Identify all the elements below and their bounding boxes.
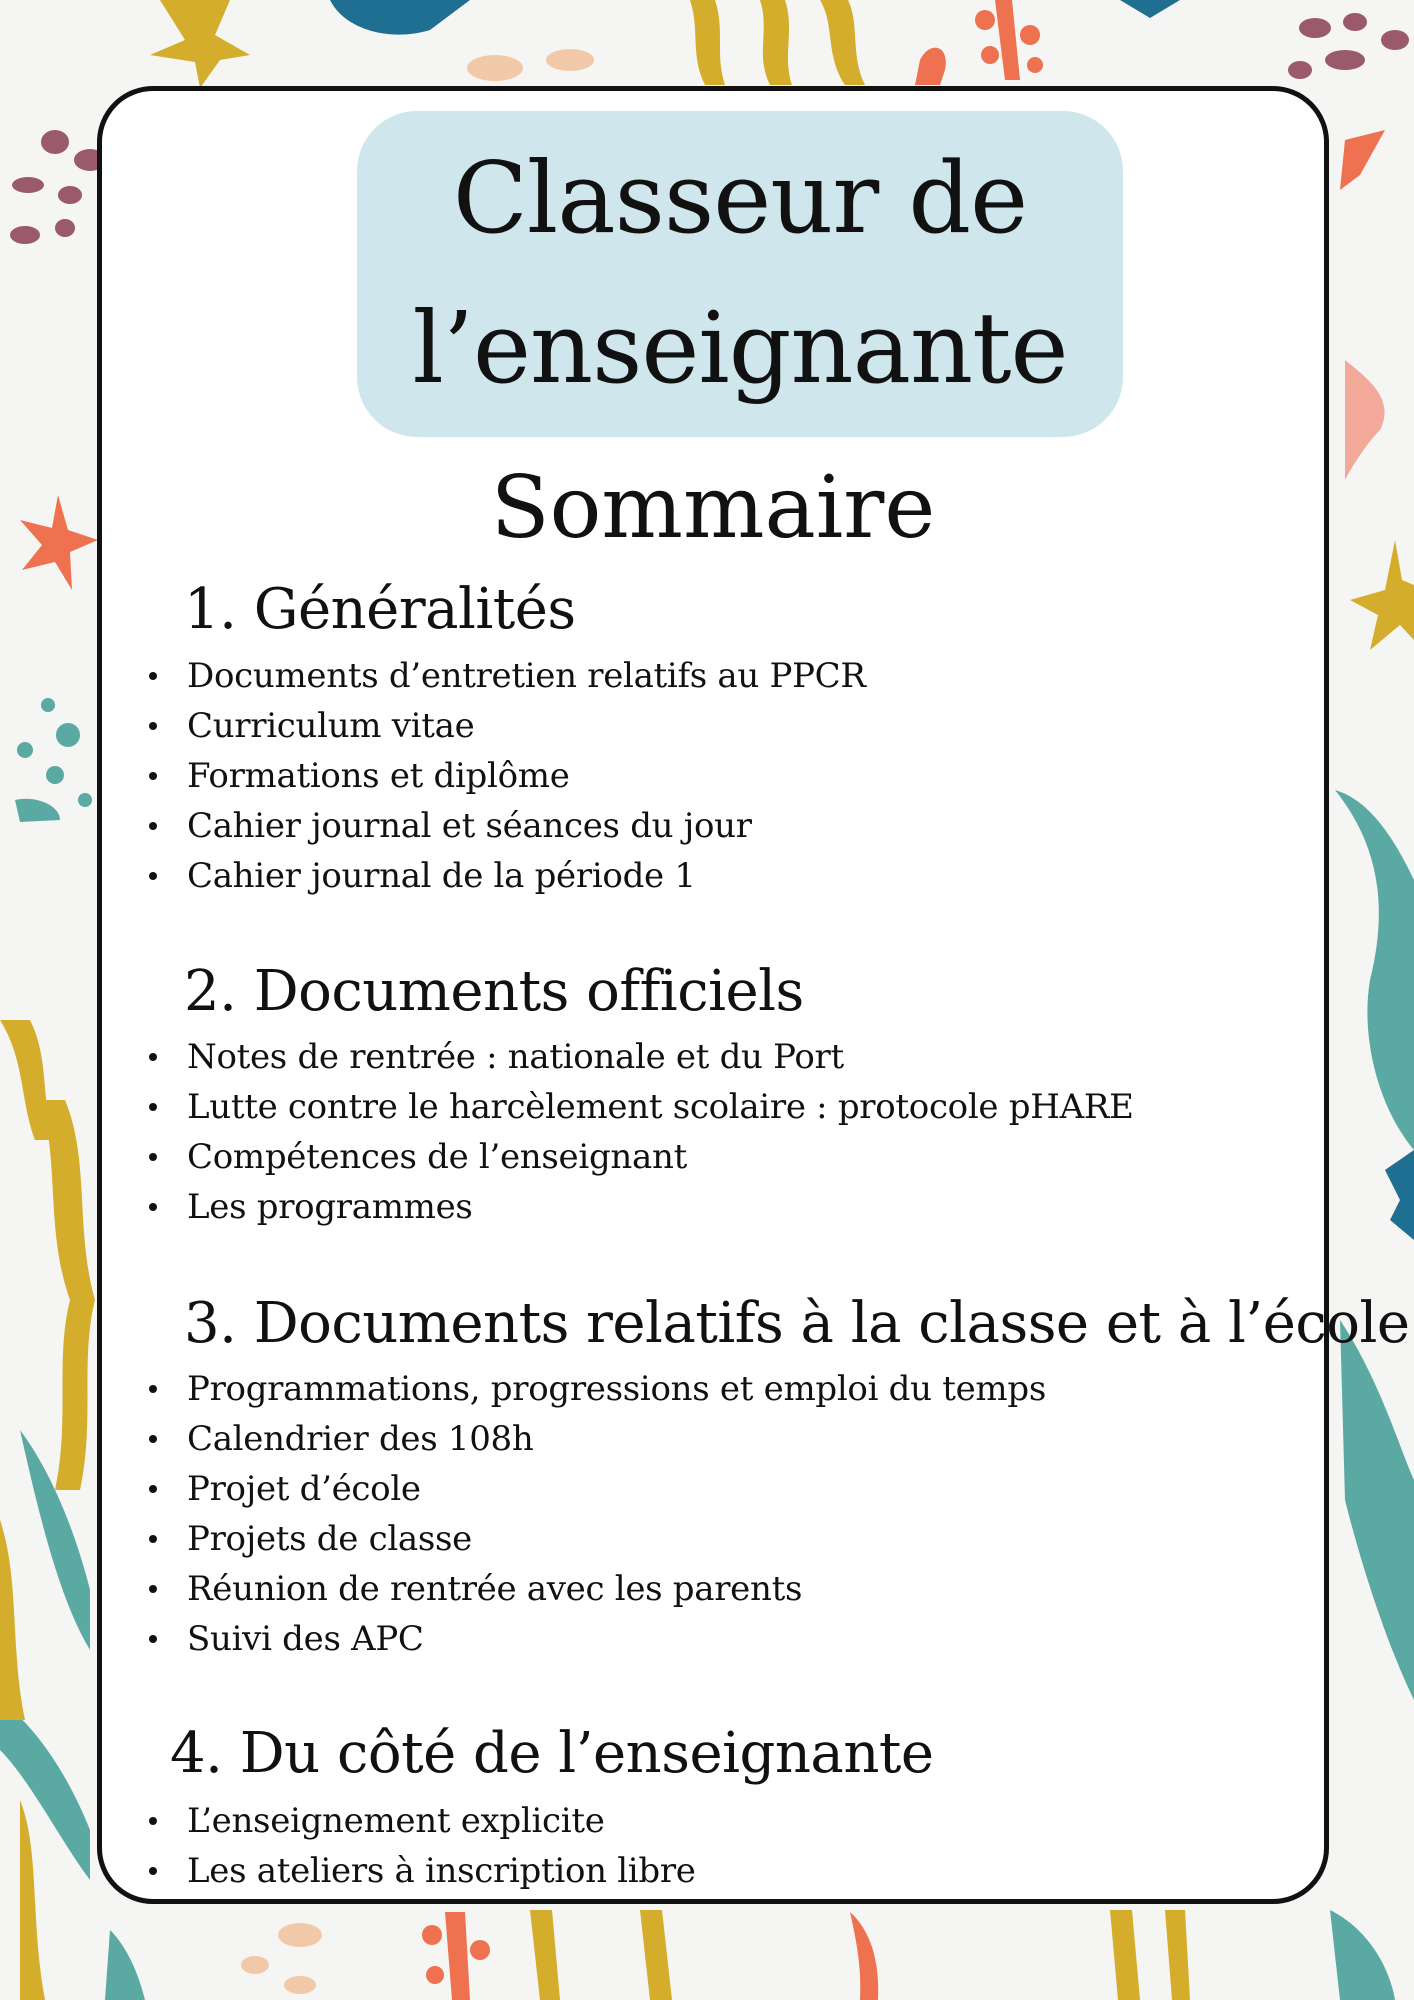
list-item: Curriculum vitae bbox=[147, 701, 866, 751]
list-item: Documents d’entretien relatifs au PPCR bbox=[147, 651, 866, 701]
list-item: Projets de classe bbox=[147, 1514, 1046, 1564]
title-banner bbox=[357, 111, 1123, 437]
list-item: Les ateliers à inscription libre bbox=[147, 1846, 696, 1896]
bullet-icon bbox=[149, 1585, 157, 1593]
starfish-icon bbox=[20, 495, 98, 590]
section-list-generalites bbox=[147, 651, 866, 901]
section-list-classe-ecole bbox=[147, 1364, 1046, 1664]
bullet-icon bbox=[149, 872, 157, 880]
title-line-1: Classeur de bbox=[452, 142, 1028, 256]
list-item: Les programmes bbox=[147, 1182, 1134, 1232]
bullet-icon bbox=[149, 1817, 157, 1825]
bullet-icon bbox=[149, 1153, 157, 1161]
list-item: Programmations, progressions et emploi du temps bbox=[147, 1364, 1046, 1414]
section-title-enseignante: 4. Du côté de l’enseignante bbox=[170, 1721, 934, 1786]
list-item: L’enseignement explicite bbox=[147, 1796, 696, 1846]
bullet-icon bbox=[149, 1635, 157, 1643]
list-item: Calendrier des 108h bbox=[147, 1414, 1046, 1464]
bullet-icon bbox=[149, 822, 157, 830]
fish-icon bbox=[330, 0, 470, 35]
list-item: Notes de rentrée : nationale et du Port bbox=[147, 1032, 1134, 1082]
summary-card bbox=[97, 86, 1410, 1904]
bullet-icon bbox=[149, 1485, 157, 1493]
bullet-icon bbox=[149, 1867, 157, 1875]
bullet-icon bbox=[149, 722, 157, 730]
bullet-icon bbox=[149, 1103, 157, 1111]
list-item: Suivi des APC bbox=[147, 1614, 1046, 1664]
bullet-icon bbox=[149, 772, 157, 780]
list-item: Cahier journal de la période 1 bbox=[147, 851, 866, 901]
summary-heading: Sommaire bbox=[490, 458, 936, 558]
section-title-documents-officiels: 2. Documents officiels bbox=[184, 959, 804, 1024]
section-title-classe-ecole: 3. Documents relatifs à la classe et à l’école bbox=[184, 1291, 1410, 1356]
list-item: Réunion de rentrée avec les parents bbox=[147, 1564, 1046, 1614]
bullet-icon bbox=[149, 1435, 157, 1443]
list-item: Cahier journal et séances du jour bbox=[147, 801, 866, 851]
section-list-documents-officiels bbox=[147, 1032, 1134, 1232]
coral-icon bbox=[995, 0, 1020, 80]
bullet-icon bbox=[149, 1535, 157, 1543]
section-list-enseignante bbox=[147, 1796, 696, 1896]
title-line-2: l’enseignante bbox=[412, 292, 1068, 406]
bullet-icon bbox=[149, 1203, 157, 1211]
bullet-icon bbox=[149, 672, 157, 680]
list-item: Lutte contre le harcèlement scolaire : protocole pHARE bbox=[147, 1082, 1134, 1132]
list-item: Formations et diplôme bbox=[147, 751, 866, 801]
list-item: Projet d’école bbox=[147, 1464, 1046, 1514]
list-item: Compétences de l’enseignant bbox=[147, 1132, 1134, 1182]
section-title-generalites: 1. Généralités bbox=[184, 577, 576, 642]
bullet-icon bbox=[149, 1053, 157, 1061]
bullet-icon bbox=[149, 1385, 157, 1393]
